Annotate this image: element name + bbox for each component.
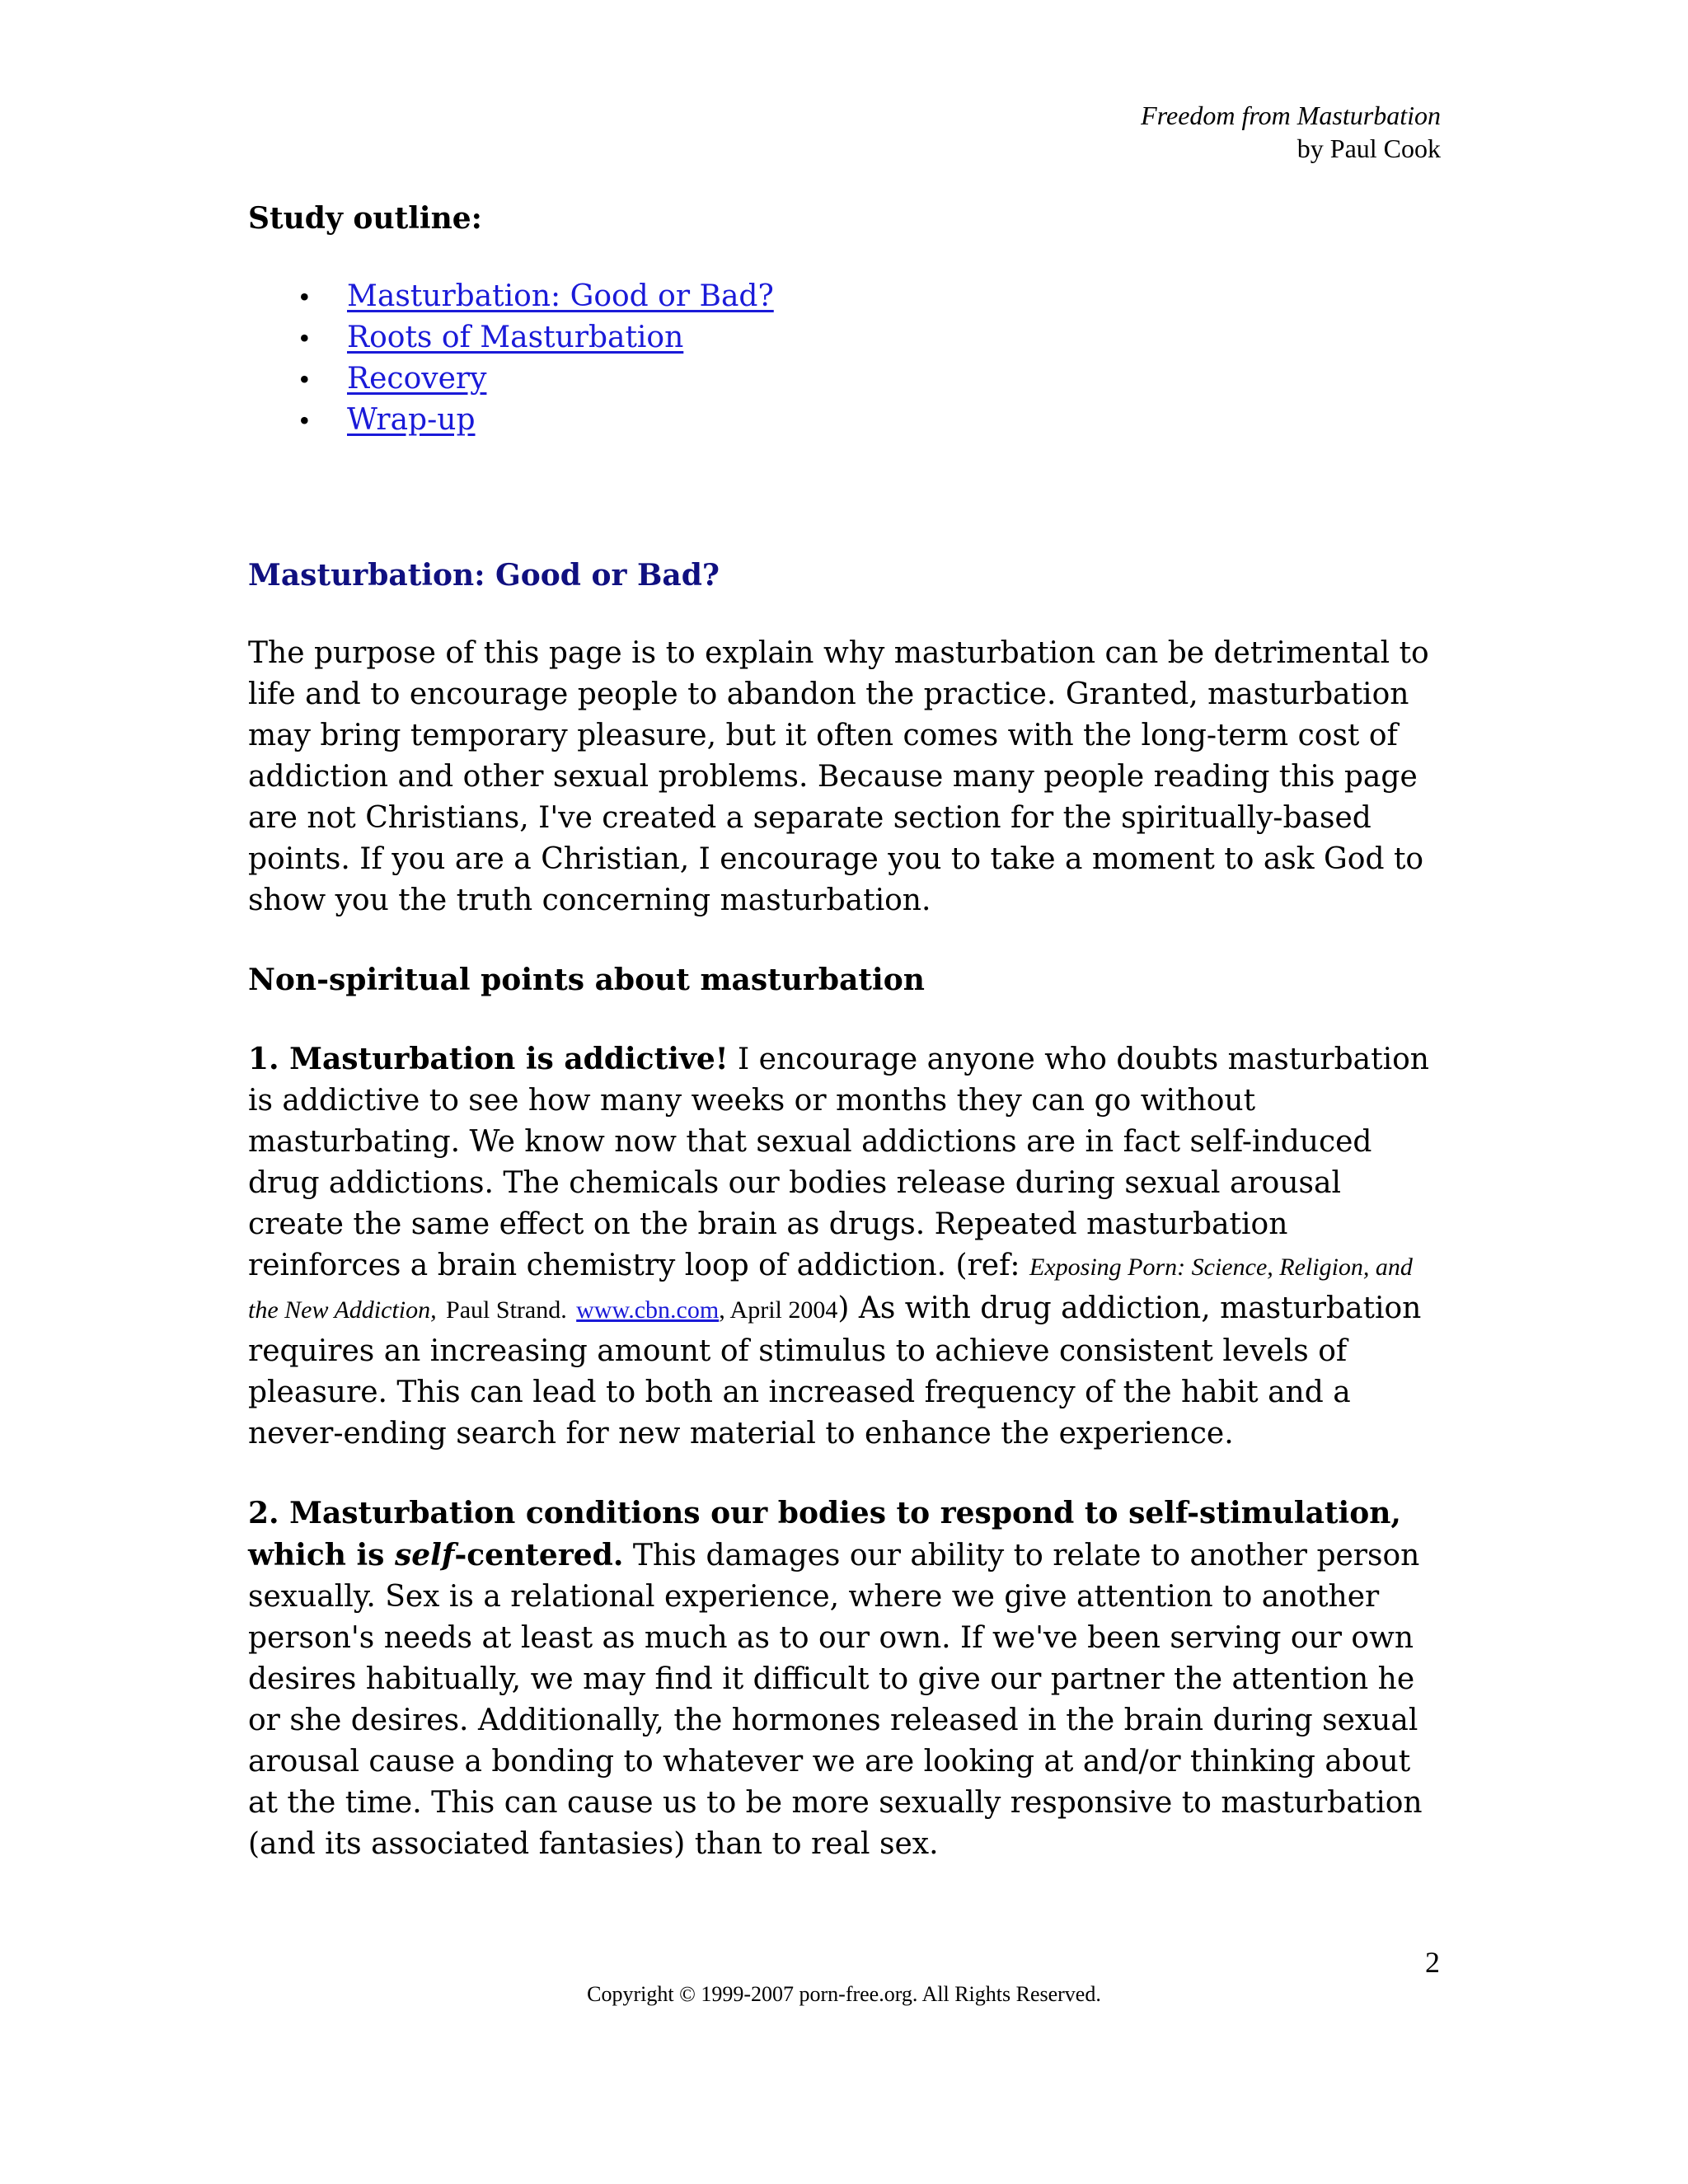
point-1-text: I encourage anyone who doubts masturbation is addictive to see how many weeks or months they can go without masturbating. We know now that sexual addictions are in fact self-induced drug addictions. The chemicals our bodies release during sexual arousal create the same effect on the brain as drugs. Repeated masturbation reinforces a brain chemistry loop of addiction. (ref: <box>248 1043 1429 1282</box>
reference-title: Exposing Porn: Science, Religion, and the New Addiction, <box>248 1254 1413 1324</box>
header-author: by Paul Cook <box>1296 134 1441 163</box>
point-1-lead: 1. Masturbation is addictive! <box>248 1042 729 1076</box>
bullet-icon: • <box>299 280 310 313</box>
study-outline-list <box>248 276 1443 441</box>
sub-heading: Non-spiritual points about masturbation <box>248 963 925 997</box>
point-1-text-after: As with drug addiction, masturbation requires an increasing amount of stimulus to achieve consistent levels of pleasure. This can lead to both an increased frequency of the habit and a never-ending search for new material to enhance the experience. <box>248 1291 1422 1451</box>
running-header <box>1141 99 1441 165</box>
intro-paragraph: The purpose of this page is to explain why masturbation can be detrimental to life and to encourage people to abandon the practice. Granted, masturbation may bring temporary pleasure, but it often comes with the long-term cost of addiction and other sexual problems. Because many people reading this page are not Christians, I've created a separate section for the spiritually-based points. If you are a Christian, I encourage you to take a moment to ask God to show you the truth concerning masturbation. <box>248 636 1429 917</box>
point-2-lead-b: -centered. <box>454 1538 624 1572</box>
bullet-icon: • <box>299 363 310 396</box>
header-title: Freedom from Masturbation <box>1141 101 1441 130</box>
outline-link-good-or-bad[interactable]: Masturbation: Good or Bad? <box>347 279 774 313</box>
list-item <box>248 317 1443 359</box>
point-2-paragraph <box>248 1493 1443 1865</box>
point-2-lead-italic: self <box>394 1538 455 1572</box>
reference-date: , April 2004 <box>719 1296 838 1324</box>
point-2-lead-a: 2. Masturbation conditions our bodies to respond to self-stimulation, which is <box>248 1496 1401 1572</box>
section-heading: Masturbation: Good or Bad? <box>248 558 720 593</box>
bullet-icon: • <box>299 404 310 437</box>
point-2-text: This damages our ability to relate to another person sexually. Sex is a relational experience, where we give attention to another person's needs at least as much as to our own. If we've been serving our own desires habitually, we may find it difficult to give our partner the attention he or she desires. Additionally, the hormones released in the brain during sexual arousal cause a bonding to whatever we are looking at and/or thinking about at the time. This can cause us to be more sexually responsive to masturbation (and its associated fantasies) than to real sex. <box>248 1539 1423 1861</box>
outline-link-roots[interactable]: Roots of Masturbation <box>347 321 684 354</box>
list-item <box>248 276 1443 317</box>
copyright-footer: Copyright © 1999-2007 porn-free.org. All Rights Reserved. <box>587 1982 1101 2006</box>
outline-link-wrap-up[interactable]: Wrap-up <box>347 403 476 437</box>
list-item <box>248 359 1443 400</box>
point-1-paragraph: 1. Masturbation is addictive! I encourage anyone who doubts masturbation is addictive to see how many weeks or months they can go without masturbating. We know now that sexual addictions are in fact self-induced drug addictions. The chemicals our bodies release during sexual arousal create the same effect on the brain as drugs. Repeated masturbation reinforces a brain chemistry loop of addiction. (ref: Exposing Porn: Science, Religion, and the New Addiction, Paul Strand. www.cbn.com, April 2004) As with drug addiction, masturbation requires an increasing amount of stimulus to achieve consistent levels of pleasure. This can lead to both an increased frequency of the habit and a never-ending search for new material to enhance the experience. <box>248 1042 1429 1451</box>
page-content <box>248 198 1443 1865</box>
outline-heading: Study outline: <box>248 201 482 236</box>
list-item <box>248 400 1443 441</box>
outline-link-recovery[interactable]: Recovery <box>347 362 487 396</box>
bullet-icon: • <box>299 321 310 354</box>
reference-link[interactable]: www.cbn.com <box>576 1296 720 1324</box>
page-number: 2 <box>1425 1946 1440 1979</box>
reference-author: Paul Strand. <box>446 1296 567 1324</box>
